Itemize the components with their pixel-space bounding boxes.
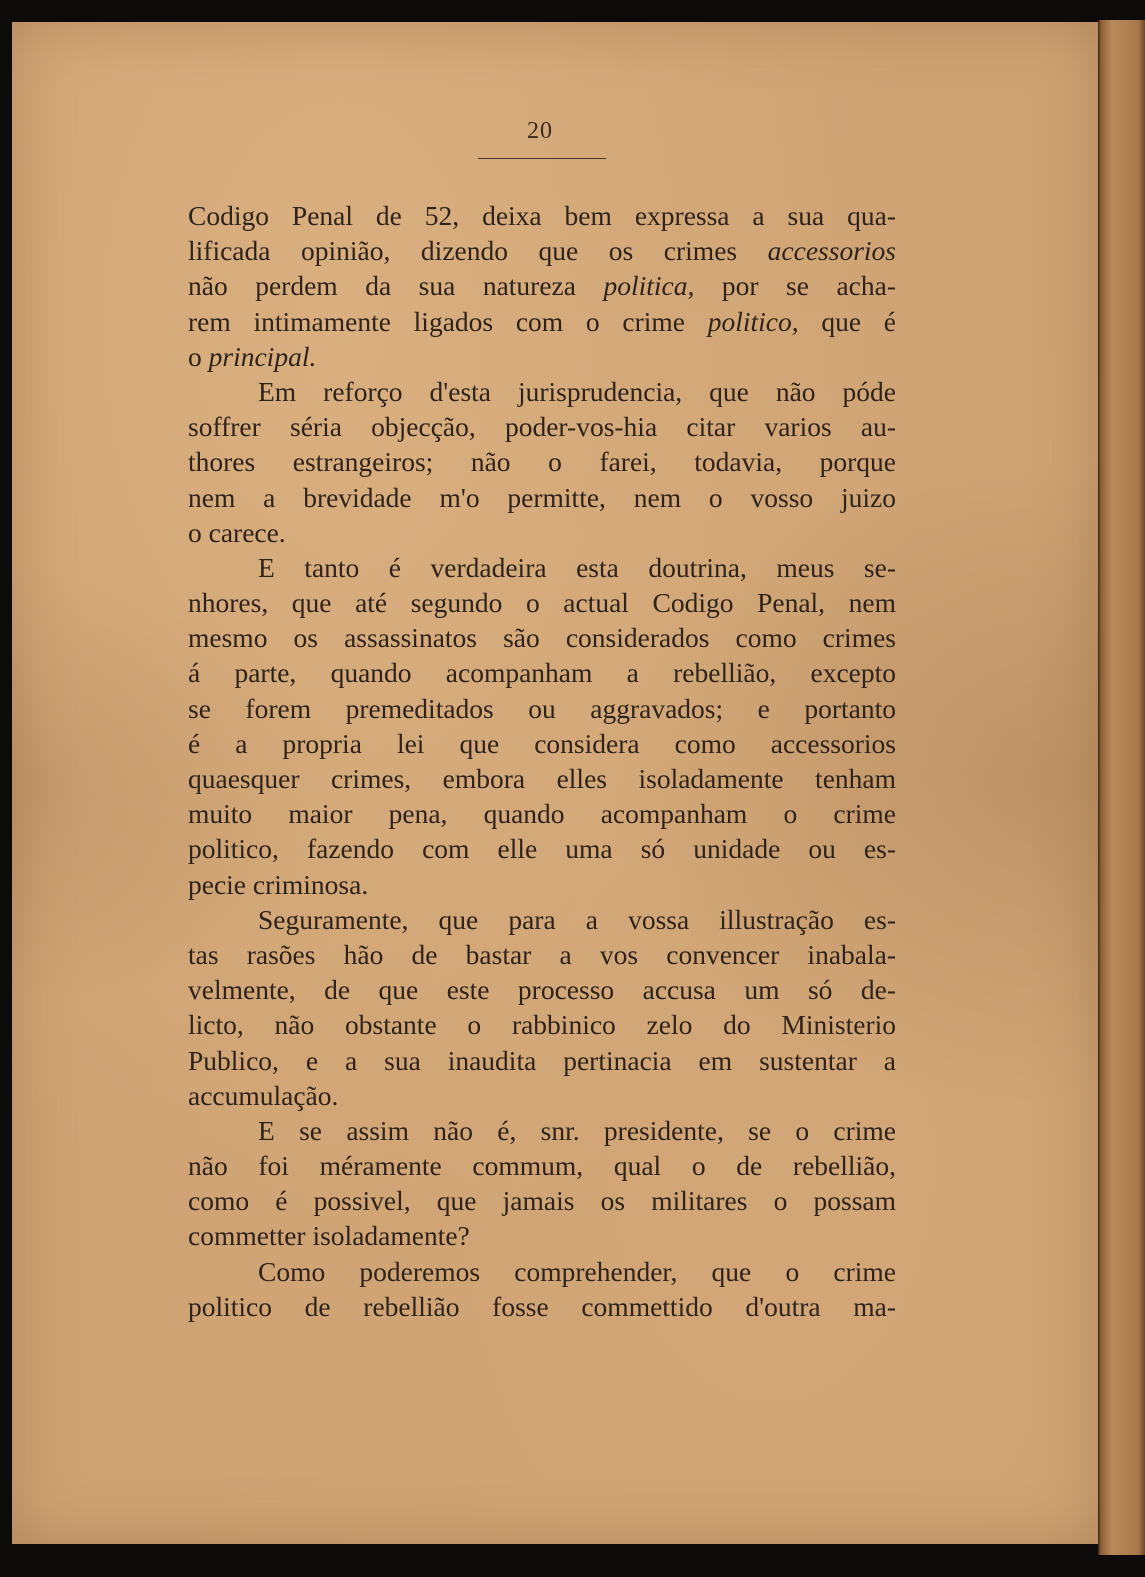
text-line: como é possivel, que jamais os militares o possam: [188, 1185, 896, 1217]
header-rule: [478, 158, 606, 159]
page-number: 20: [527, 118, 553, 144]
text-line: politico de rebellião fosse commettido d'outra ma-: [188, 1290, 896, 1322]
text-line: lificada opinião, dizendo que os crimes accessorios: [188, 235, 896, 267]
text-line: thores estrangeiros; não o farei, todavia, porque: [188, 446, 896, 478]
text-line: Publico, e a sua inaudita pertinacia em sustentar a: [188, 1044, 896, 1076]
text-line: nem a brevidade m'o permitte, nem o vosso juizo: [188, 481, 896, 513]
text-line: licto, não obstante o rabbinico zelo do Ministerio: [188, 1009, 896, 1041]
text-line: politico, fazendo com elle uma só unidade ou es-: [188, 833, 896, 865]
text-line: o principal.: [188, 340, 317, 372]
text-line: se forem premeditados ou aggravados; e portanto: [188, 692, 896, 724]
text-line: Codigo Penal de 52, deixa bem expressa a sua qua-: [188, 200, 896, 231]
text-line: Seguramente, que para a vossa illustração es-: [258, 903, 896, 935]
body-text: [188, 198, 896, 1324]
text-line: E se assim não é, snr. presidente, se o crime: [258, 1114, 896, 1146]
text-line: soffrer séria objecção, poder-vos-hia citar varios au-: [188, 411, 896, 443]
text-line: pecie criminosa.: [188, 868, 369, 900]
text-line: nhores, que até segundo o actual Codigo Penal, nem: [188, 587, 896, 619]
text-line: commetter isoladamente?: [188, 1220, 470, 1252]
text-line: tas rasões hão de bastar a vos convencer inabala-: [188, 938, 896, 970]
text-line: Como poderemos comprehender, que o crime: [258, 1255, 896, 1287]
text-line: accumulação.: [188, 1079, 339, 1111]
text-line: mesmo os assassinatos são considerados como crimes: [188, 622, 896, 654]
text-line: o carece.: [188, 516, 286, 548]
text-line: Em reforço d'esta jurisprudencia, que não póde: [258, 375, 896, 407]
text-line: E tanto é verdadeira esta doutrina, meus se-: [258, 551, 896, 583]
text-line: velmente, de que este processo accusa um só de-: [188, 974, 896, 1006]
text-line: muito maior pena, quando acompanham o crime: [188, 798, 896, 830]
text-line: não perdem da sua natureza politica, por se acha-: [188, 270, 897, 302]
text-line: á parte, quando acompanham a rebellião, excepto: [188, 657, 896, 689]
text-line: é a propria lei que considera como accessorios: [188, 727, 896, 759]
text-line: quaesquer crimes, embora elles isoladamente tenham: [188, 763, 896, 794]
adjacent-page-edge: [1098, 20, 1145, 1555]
text-line: rem intimamente ligados com o crime politico, que é: [188, 305, 896, 337]
text-line: não foi méramente commum, qual o de rebellião,: [188, 1150, 896, 1182]
